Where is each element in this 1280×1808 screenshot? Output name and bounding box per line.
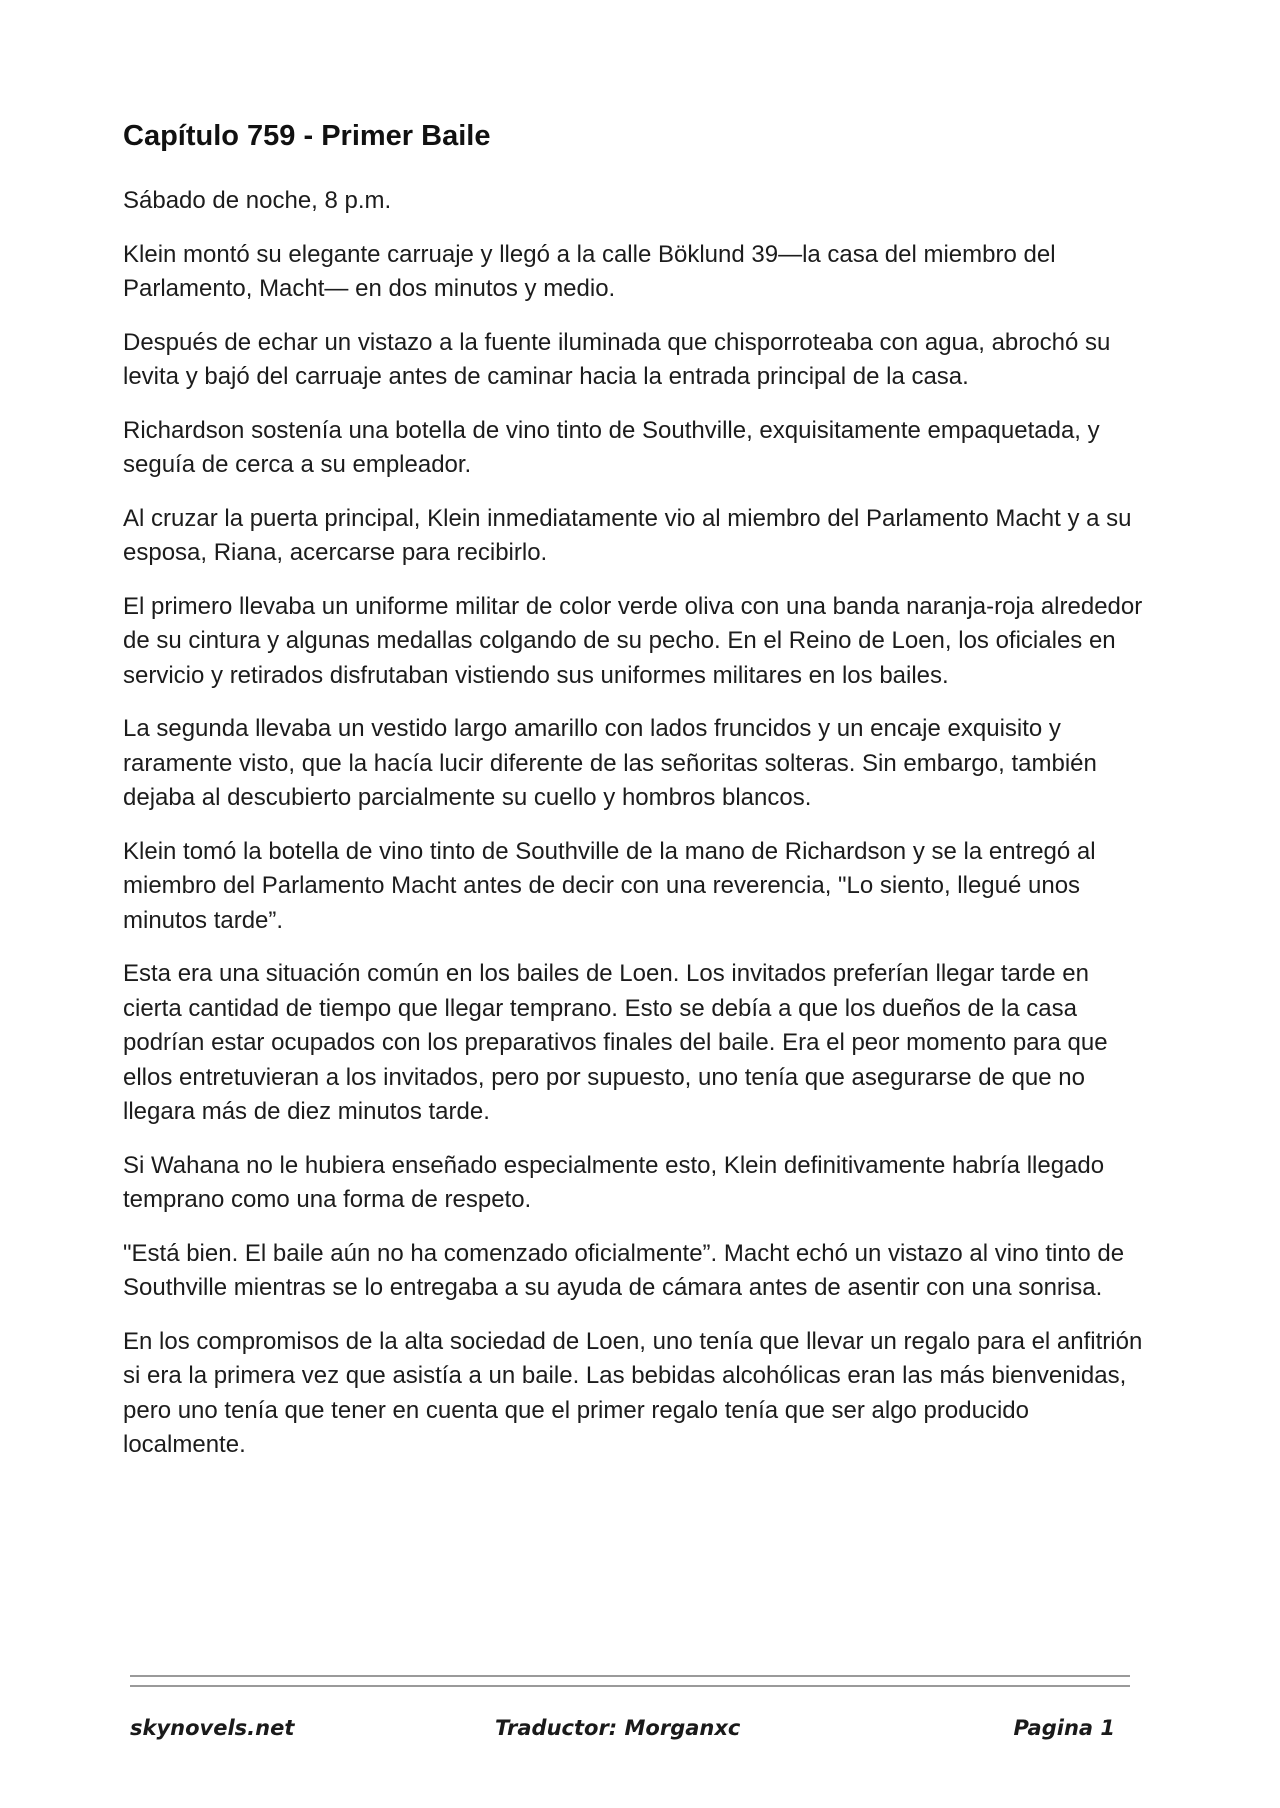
paragraph: En los compromisos de la alta sociedad de Loen, uno tenía que llevar un regalo para el anfitrión si era la primera vez que asistía a un baile. Las bebidas alcohólicas eran las más bienvenidas, pero uno tenía que tener en cuenta que el primer regalo tenía que ser algo producido localmente. <box>123 1327 1143 1458</box>
document-content <box>123 118 1143 1482</box>
page-footer <box>130 1716 1130 1746</box>
paragraph: Si Wahana no le hubiera enseñado especialmente esto, Klein definitivamente habría llegado temprano como una forma de respeto. <box>123 1151 1105 1213</box>
footer-rule-bottom <box>130 1685 1130 1687</box>
footer-page-number: Pagina 1 <box>1013 1716 1115 1740</box>
paragraph: El primero llevaba un uniforme militar de color verde oliva con una banda naranja-roja alrededor de su cintura y algunas medallas colgando de su pecho. En el Reino de Loen, los oficiales en servicio y retirados disfrutaban vistiendo sus uniformes militares en los bailes. <box>123 592 1143 689</box>
paragraph: Esta era una situación común en los bailes de Loen. Los invitados preferían llegar tarde en cierta cantidad de tiempo que llegar temprano. Esto se debía a que los dueños de la casa podrían estar ocupados con los preparativos finales del baile. Era el peor momento para que ellos entretuvieran a los invitados, pero por supuesto, uno tenía que asegurarse de que no llegara más de diez minutos tarde. <box>123 960 1108 1125</box>
paragraph: La segunda llevaba un vestido largo amarillo con lados fruncidos y un encaje exquisito y raramente visto, que la hacía lucir diferente de las señoritas solteras. Sin embargo, también dejaba al descubierto parcialmente su cuello y hombros blancos. <box>123 715 1097 811</box>
paragraph: Después de echar un vistazo a la fuente iluminada que chisporroteaba con agua, abrochó su levita y bajó del carruaje antes de caminar hacia la entrada principal de la casa. <box>123 328 1111 390</box>
chapter-title: Capítulo 759 - Primer Baile <box>123 120 491 152</box>
paragraph: Klein montó su elegante carruaje y llegó a la calle Böklund 39—la casa del miembro del Parlamento, Macht— en dos minutos y medio. <box>123 240 1056 302</box>
footer-rule-top <box>130 1675 1130 1677</box>
paragraph: Klein tomó la botella de vino tinto de Southville de la mano de Richardson y se la entregó al miembro del Parlamento Macht antes de decir con una reverencia, "Lo siento, llegué unos minutos tarde”. <box>123 837 1096 934</box>
paragraph: Sábado de noche, 8 p.m. <box>123 187 392 214</box>
footer-translator: Traductor: Morganxc <box>495 1716 741 1740</box>
paragraph: "Está bien. El baile aún no ha comenzado oficialmente”. Macht echó un vistazo al vino tinto de Southville mientras se lo entregaba a su ayuda de cámara antes de asentir con una sonrisa. <box>123 1239 1125 1301</box>
footer-divider <box>130 1675 1130 1695</box>
paragraph: Richardson sostenía una botella de vino tinto de Southville, exquisitamente empaquetada, y seguía de cerca a su empleador. <box>123 416 1100 478</box>
footer-site: skynovels.net <box>130 1716 295 1740</box>
paragraph: Al cruzar la puerta principal, Klein inmediatamente vio al miembro del Parlamento Macht y a su esposa, Riana, acercarse para recibirlo. <box>123 504 1132 566</box>
